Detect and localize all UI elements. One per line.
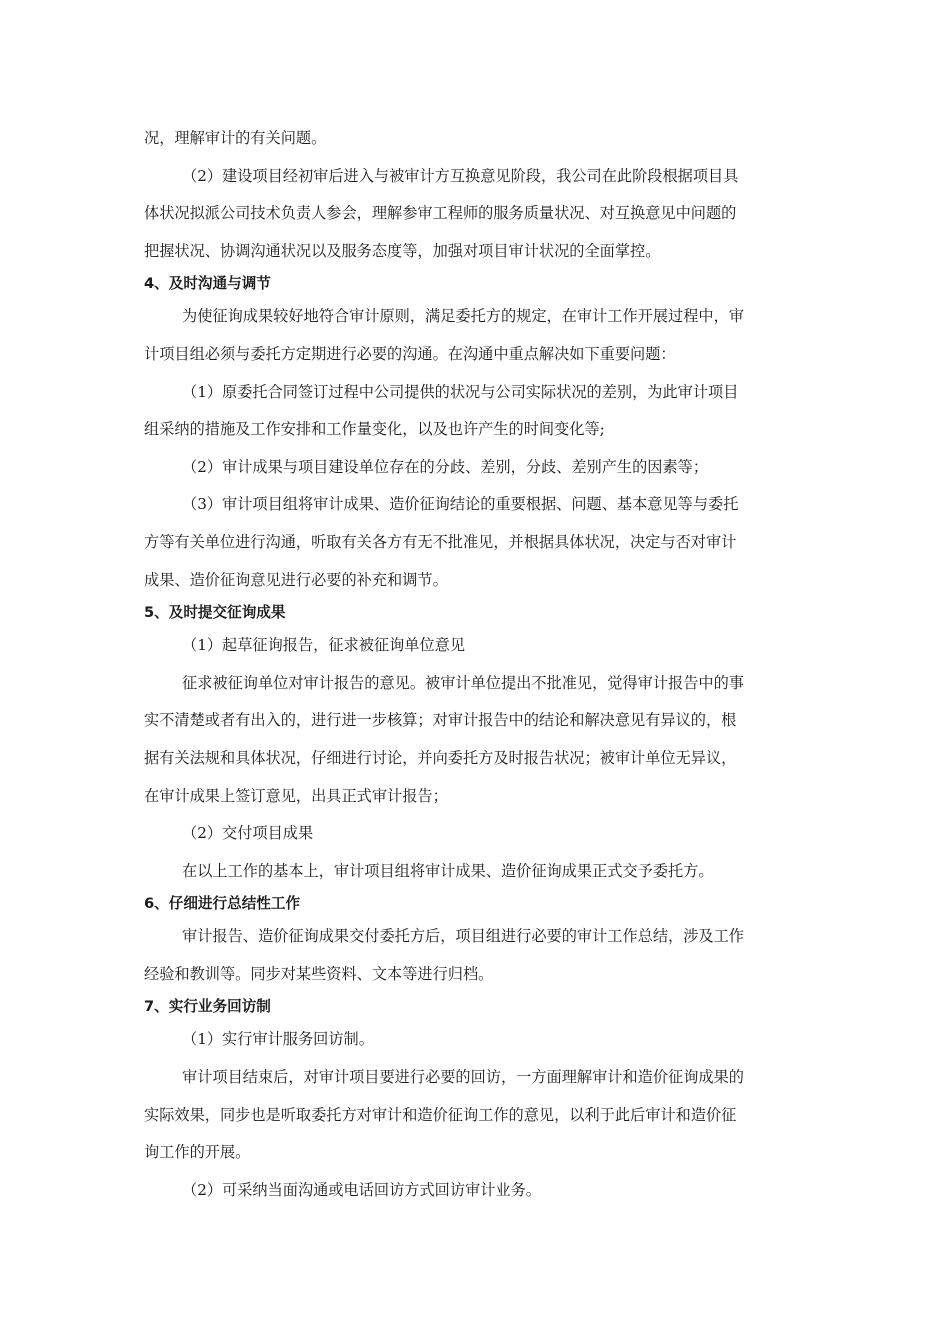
body-text-line: （1）实行审计服务回访制。 [182, 1030, 374, 1049]
body-text-line: （2）审计成果与项目建设单位存在的分歧、差别，分歧、差别产生的因素等； [182, 457, 709, 476]
section-heading: 5、及时提交征询成果 [144, 604, 286, 622]
document-body [144, 120, 808, 1209]
body-text-line: 况，理解审计的有关问题。 [144, 129, 327, 147]
body-text-line: （1）原委托合同签订过程中公司提供的状况与公司实际状况的差别，为此审计项目 [182, 382, 739, 401]
body-text-line: 组采纳的措施及工作安排和工作量变化，以及也许产生的时间变化等; [144, 420, 605, 439]
body-text-line: （3）审计项目组将审计成果、造价征询结论的重要根据、问题、基本意见等与委托 [182, 495, 739, 514]
body-text-line: （2）可采纳当面沟通或电话回访方式回访审计业务。 [182, 1180, 541, 1199]
section-heading: 4、及时沟通与调节 [144, 275, 271, 293]
body-text-line: 在审计成果上签订意见，出具正式审计报告； [144, 786, 448, 805]
body-text-line: 体状况拟派公司技术负责人参会，理解参审工程师的服务质量状况、对互换意见中问题的 [144, 204, 737, 223]
body-text-line: 把握状况、协调沟通状况以及服务态度等，加强对项目审计状况的全面掌控。 [144, 241, 661, 260]
body-text-line: 征求被征询单位对审计报告的意见。被审计单位提出不批准见，觉得审计报告中的事 [182, 673, 744, 692]
body-text-line: 据有关法规和具体状况，仔细进行讨论，并向委托方及时报告状况；被审计单位无异议， [144, 748, 737, 767]
body-text-line: （2）建设项目经初审后进入与被审计方互换意见阶段，我公司在此阶段根据项目具 [182, 166, 739, 185]
body-text-line: （1）起草征询报告，征求被征询单位意见 [182, 636, 466, 655]
body-text-line: （2）交付项目成果 [182, 824, 314, 843]
body-text-line: 实不清楚或者有出入的，进行进一步核算；对审计报告中的结论和解决意见有异议的，根 [144, 711, 737, 730]
section-heading: 7、实行业务回访制 [144, 998, 271, 1016]
body-text-line: 实际效果，同步也是听取委托方对审计和造价征询工作的意见，以利于此后审计和造价征 [144, 1105, 737, 1124]
body-text-line: 计项目组必须与委托方定期进行必要的沟通。在沟通中重点解决如下重要问题： [144, 344, 676, 363]
body-text-line: 审计报告、造价征询成果交付委托方后，项目组进行必要的审计工作总结，涉及工作 [182, 927, 744, 946]
body-text-line: 为使征询成果较好地符合审计原则，满足委托方的规定，在审计工作开展过程中，审 [182, 307, 744, 326]
body-text-line: 方等有关单位进行沟通，听取有关各方有无不批准见，并根据具体状况，决定与否对审计 [144, 532, 737, 551]
body-text-line: 审计项目结束后，对审计项目要进行必要的回访，一方面理解审计和造价征询成果的 [182, 1068, 744, 1087]
body-text-line: 经验和教训等。同步对某些资料、文本等进行归档。 [144, 964, 494, 983]
body-text-line: 在以上工作的基本上，审计项目组将审计成果、造价征询成果正式交予委托方。 [182, 861, 714, 880]
section-heading: 6、仔细进行总结性工作 [144, 895, 301, 913]
body-text-line: 成果、造价征询意见进行必要的补充和调节。 [144, 570, 448, 589]
body-text-line: 询工作的开展。 [144, 1143, 251, 1162]
